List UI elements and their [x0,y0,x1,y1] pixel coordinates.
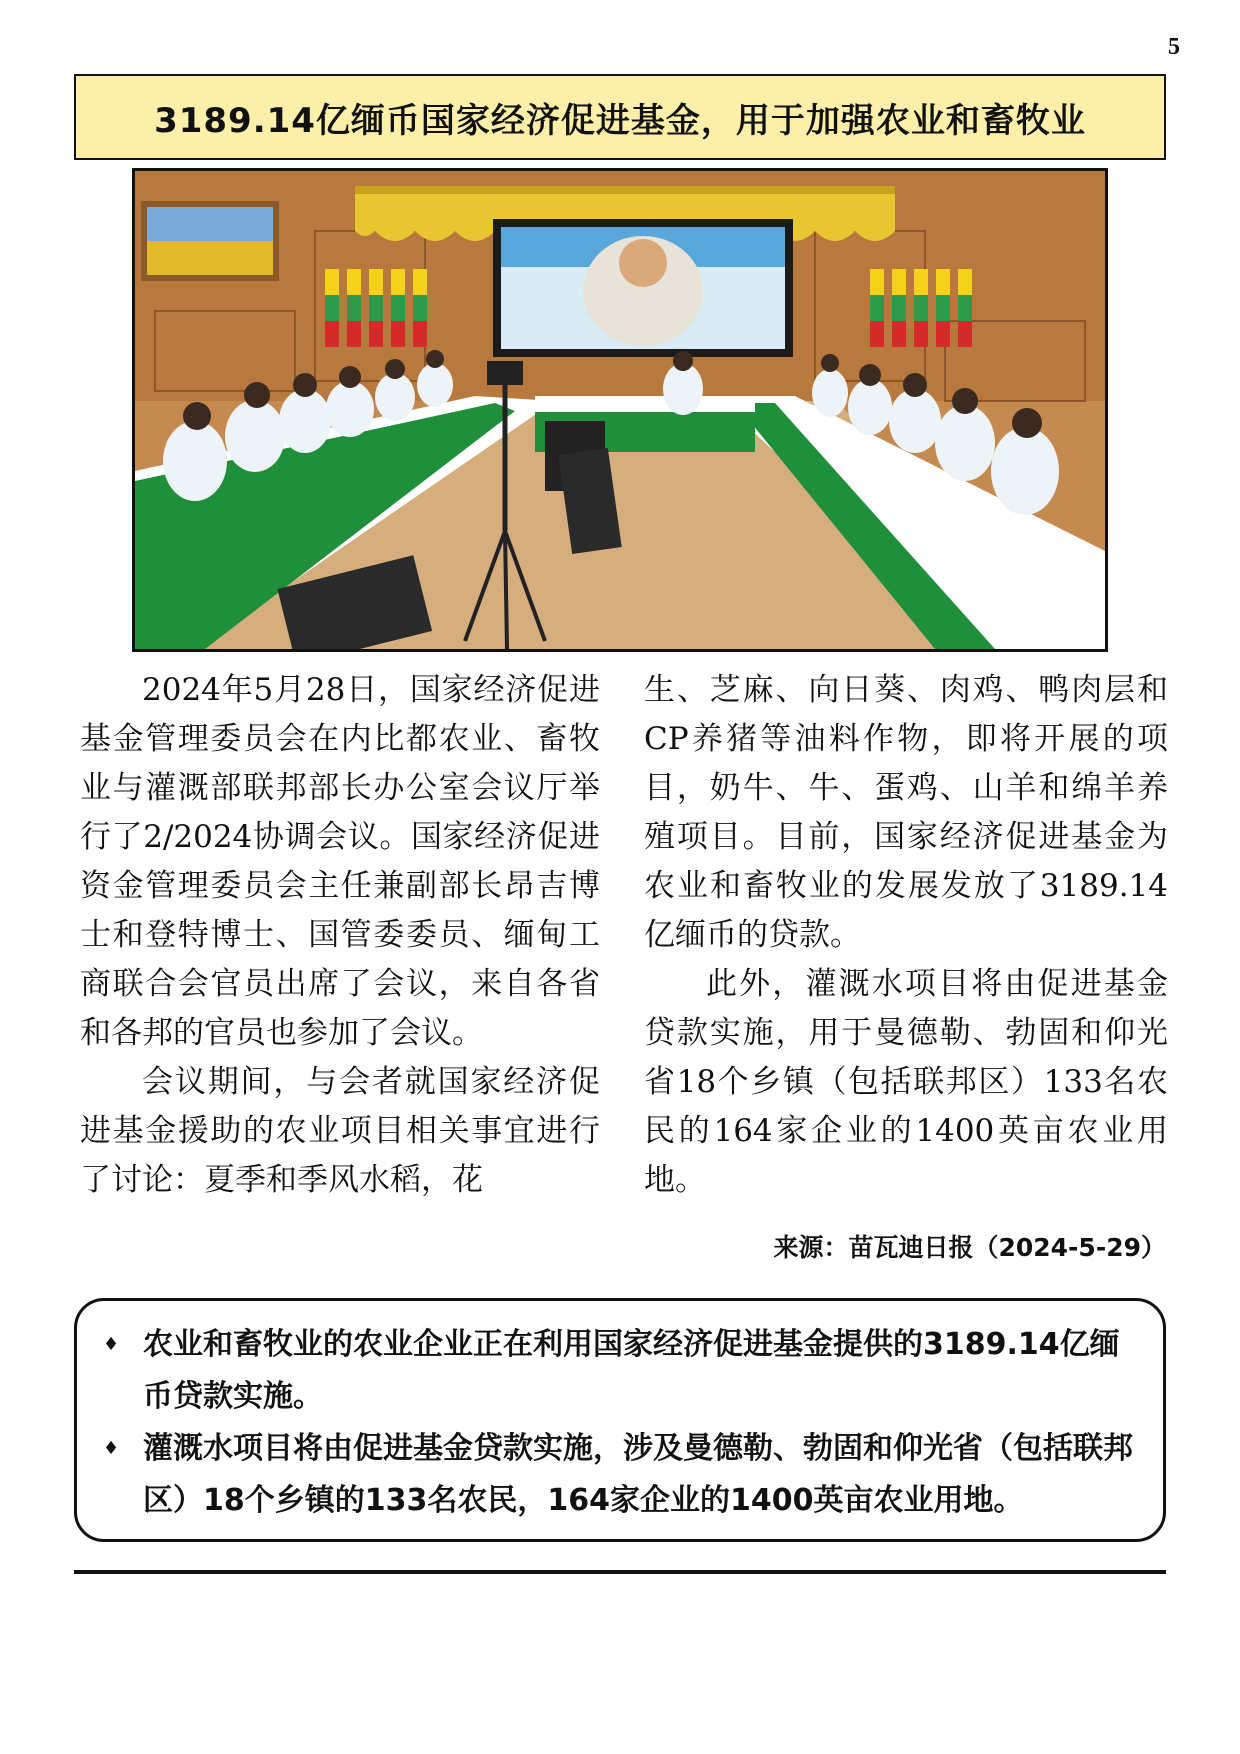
article-column-right [644,666,1168,1205]
summary-item-text: 农业和畜牧业的农业企业正在利用国家经济促进基金提供的3189.14亿缅币贷款实施。 [143,1327,1120,1414]
source-line: 来源：苗瓦迪日报（2024-5-29） [773,1233,1166,1262]
headline: 3189.14亿缅币国家经济促进基金，用于加强农业和畜牧业 [154,100,1086,141]
article-column-left [80,666,600,1205]
headline-box [74,74,1166,160]
meeting-photo-illustration [135,171,1105,649]
summary-item [103,1423,1139,1527]
article-paragraph-2: 会议期间，与会者就国家经济促进基金援助的农业项目相关事宜进行了讨论：夏季和季风水稻，花 [80,1064,600,1198]
diamond-bullet-icon: ♦ [103,1438,120,1459]
diamond-bullet-icon: ♦ [103,1334,120,1355]
summary-item [103,1319,1139,1423]
summary-box [74,1298,1166,1542]
article-paragraph-3: 此外，灌溉水项目将由促进基金贷款实施，用于曼德勒、勃固和仰光省18个乡镇（包括联邦区）133名农民的164家企业的1400英亩农业用地。 [644,966,1168,1198]
bottom-divider [74,1570,1166,1574]
article-paragraph-2-continued: 生、芝麻、向日葵、肉鸡、鸭肉层和CP养猪等油料作物，即将开展的项目，奶牛、牛、蛋鸡、山羊和绵羊养殖项目。目前，国家经济促进基金为农业和畜牧业的发展发放了3189.14亿缅币的贷款。 [644,672,1168,953]
meeting-photo [132,168,1108,652]
article-paragraph-1: 2024年5月28日，国家经济促进基金管理委员会在内比都农业、畜牧业与灌溉部联邦部长办公室会议厅举行了2/2024协调会议。国家经济促进资金管理委员会主任兼副部长昂吉博士和登特博士、国管委委员、缅甸工商联合会官员出席了会议，来自各省和各邦的官员也参加了会议。 [80,672,600,1051]
page-number: 5 [1168,34,1180,60]
summary-item-text: 灌溉水项目将由促进基金贷款实施，涉及曼德勒、勃固和仰光省（包括联邦区）18个乡镇的133名农民，164家企业的1400英亩农业用地。 [143,1431,1133,1518]
